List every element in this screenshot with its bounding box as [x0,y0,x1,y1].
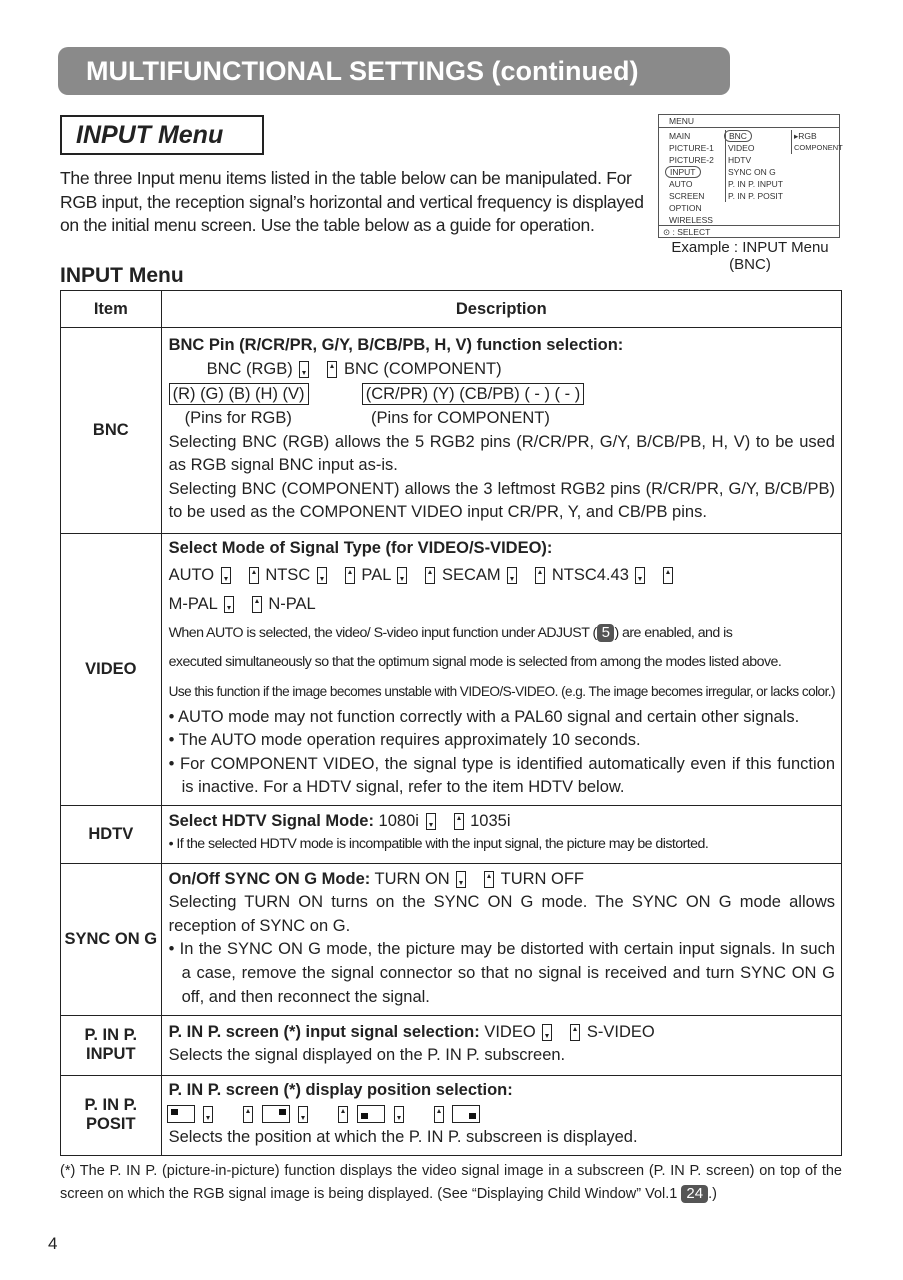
arrow-down-icon [507,567,517,584]
bnc-options [169,358,835,382]
osd-header: MENU [659,115,839,128]
arrow-up-icon [663,567,673,584]
mode-secam: SECAM [441,565,501,584]
table-row [61,1075,842,1155]
bnc-text-rgb: Selecting BNC (RGB) allows the 5 RGB2 pins (R/CR/PR, G/Y, B/CB/PB, H, V) to be used as RGB signal BNC input as-is. [168,432,835,475]
arrow-up-icon [454,813,464,830]
mode-mpal: M-PAL [168,594,218,613]
pinp-posit-title: P. IN P. screen (*) display position selection: [168,1081,513,1100]
arrow-up-icon [252,596,262,613]
bnc-text-component: Selecting BNC (COMPONENT) allows the 3 leftmost RGB2 pins (R/CR/PR, G/Y, B/CB/PB) to be used as the COMPONENT VIDEO input CR/PR, Y, and CB/PB pins. [168,479,835,522]
arrow-down-icon [317,567,327,584]
sync-text: Selecting TURN ON turns on the SYNC ON G mode. The SYNC ON G mode allows reception of SYNC on G. [168,893,835,935]
osd-item-selected: BNC [724,130,752,142]
sync-option-on: TURN ON [374,869,450,888]
bnc-title: BNC Pin (R/CR/PR, G/Y, B/CB/PB, H, V) function selection: [168,336,624,355]
osd-item: P. IN P. POSIT [728,191,783,201]
arrow-down-icon [298,1106,308,1123]
caption-line: Example : INPUT Menu [671,239,829,256]
menu-title: INPUT Menu [60,115,264,155]
osd-item: P. IN P. INPUT [728,179,783,189]
sync-line [169,868,835,892]
bnc-option-rgb: BNC (RGB) [206,359,293,378]
arrow-up-icon [425,567,435,584]
video-note-3: Use this function if the image becomes unstable with VIDEO/S-VIDEO. (e.g. The image becomes irregular, or lacks color.) [168,683,835,699]
osd-col-bnc [791,130,843,154]
arrow-up-icon [249,567,259,584]
pins-rgb-label: (Pins for RGB) [184,408,292,427]
row-desc-bnc [161,328,841,534]
osd-item: SCREEN [669,191,705,201]
osd-item: VIDEO [728,143,755,153]
mode-pal: PAL [361,565,391,584]
position-top-left-icon [167,1105,195,1123]
arrow-up-icon [484,871,494,888]
arrow-up-icon [327,361,337,378]
page-ref-badge: 24 [681,1185,708,1203]
pinp-input-title: P. IN P. screen (*) input signal selection: [168,1022,480,1041]
page-number: 4 [48,1234,58,1253]
arrow-up-icon [345,567,355,584]
row-desc-pinp-input [161,1015,841,1075]
position-bottom-right-icon [452,1105,480,1123]
row-item-hdtv: HDTV [61,805,162,863]
pinp-option-video: VIDEO [484,1022,536,1041]
pinp-option-svideo: S-VIDEO [586,1022,655,1041]
hdtv-line [169,810,835,834]
osd-item: OPTION [669,203,702,213]
arrow-up-icon [570,1024,580,1041]
osd-menu-example [658,114,843,238]
row-item-video: VIDEO [61,534,162,806]
arrow-down-icon [224,596,234,613]
position-top-right-icon [262,1105,290,1123]
table-row [61,1015,842,1075]
arrow-down-icon [456,871,466,888]
osd-item: MAIN [669,131,691,141]
bnc-pin-boxes [169,383,835,407]
section-heading: INPUT Menu [60,264,184,287]
sync-bullet: • In the SYNC ON G mode, the picture may be distorted with certain input signals. In such a case, remove the signal connector so that no signal is received and turn SYNC ON G off, and then reconnect the signal. [168,940,835,1006]
intro-paragraph: The three Input menu items listed in the table below can be manipulated. For RGB input, the reception signal’s horizontal and vertical frequency is displayed on the initial menu screen. Use the table below as a guide for operation. [60,168,644,235]
arrow-up-icon [338,1106,348,1123]
row-item-pinp-posit: P. IN P. POSIT [61,1075,162,1155]
arrow-down-icon [203,1106,213,1123]
video-title: Select Mode of Signal Type (for VIDEO/S-VIDEO): [168,539,553,557]
footnote-end: .) [708,1186,717,1202]
row-desc-video [161,534,841,806]
input-menu-table [60,290,842,1156]
arrow-down-icon [426,813,436,830]
arrow-down-icon [542,1024,552,1041]
pins-component-label: (Pins for COMPONENT) [371,408,550,427]
mode-ntsc: NTSC [265,565,311,584]
sync-title: On/Off SYNC ON G Mode: [168,869,371,888]
video-note-1 [169,619,835,648]
arrow-down-icon [635,567,645,584]
pinp-posit-text: Selects the position at which the P. IN P. subscreen is displayed. [168,1128,638,1147]
osd-item: HDTV [728,155,752,165]
video-bullet-3: • For COMPONENT VIDEO, the signal type is identified automatically even if this function is inactive. For a HDTV signal, refer to the item HDTV below. [168,754,835,797]
sync-option-off: TURN OFF [500,869,585,888]
video-modes [169,561,835,590]
osd-footer: ⊙ : SELECT [659,225,839,237]
footnote [60,1160,842,1206]
footnote-text: (*) The P. IN P. (picture-in-picture) function displays the video signal image in a subscreen (P. IN P. screen) on top of the screen on which the RGB signal image is being displayed. (See “Displaying Child Window” Vol.1 [60,1163,842,1202]
osd-item-selected: INPUT [665,166,701,178]
video-note-2: executed simultaneously so that the optimum signal mode is selected from among the modes listed above. [168,653,782,670]
osd-item: PICTURE-1 [669,143,714,153]
page-ref-badge: 5 [597,624,615,642]
note-text: When AUTO is selected, the video/ S-video input function under ADJUST ( [168,624,597,641]
header-item: Item [61,291,162,328]
hdtv-title: Select HDTV Signal Mode: [168,811,374,830]
hdtv-option-1080i: 1080i [378,811,419,830]
osd-item: PICTURE-2 [669,155,714,165]
arrow-down-icon [397,567,407,584]
pinp-input-text: Selects the signal displayed on the P. IN P. subscreen. [168,1046,566,1065]
hdtv-option-1035i: 1035i [470,811,511,830]
mode-npal: N-PAL [268,594,316,613]
video-modes-2 [169,590,835,619]
table-row [61,863,842,1015]
osd-item: AUTO [669,179,693,189]
bnc-pin-labels [169,407,835,431]
header-description: Description [161,291,841,328]
mode-auto: AUTO [168,565,215,584]
row-item-sync-on-g: SYNC ON G [61,863,162,1015]
arrow-down-icon [394,1106,404,1123]
table-row [61,534,842,806]
osd-col-input [725,130,783,202]
osd-item: COMPONENT [794,143,843,152]
arrow-down-icon [299,361,309,378]
arrow-up-icon [535,567,545,584]
table-header-row [61,291,842,328]
pins-component-box: (CR/PR) (Y) (CB/PB) ( - ) ( - ) [362,383,584,405]
table-row [61,805,842,863]
row-item-bnc: BNC [61,328,162,534]
bnc-option-component: BNC (COMPONENT) [343,359,502,378]
osd-item: SYNC ON G [728,167,776,177]
page-banner: MULTIFUNCTIONAL SETTINGS (continued) [58,47,730,95]
video-bullet-2: • The AUTO mode operation requires approximately 10 seconds. [168,731,641,750]
pinp-input-line [169,1021,835,1045]
note-text: ) are enabled, and is [614,624,733,641]
table-row [61,328,842,534]
row-item-pinp-input: P. IN P. INPUT [61,1015,162,1075]
arrow-down-icon [221,567,231,584]
osd-col-main [669,130,714,226]
row-desc-pinp-posit [161,1075,841,1155]
pinp-position-icons [165,1103,835,1127]
arrow-up-icon [434,1106,444,1123]
osd-item: WIRELESS [669,215,713,225]
mode-ntsc443: NTSC4.43 [551,565,629,584]
pins-rgb-box: (R) (G) (B) (H) (V) [169,383,309,405]
hdtv-bullet: • If the selected HDTV mode is incompatible with the input signal, the picture may be distorted. [168,836,709,853]
video-bullet-1: • AUTO mode may not function correctly with a PAL60 signal and certain other signals. [168,707,800,726]
osd-caption [652,239,848,273]
position-bottom-left-icon [357,1105,385,1123]
row-desc-hdtv [161,805,841,863]
osd-item: ▸RGB [794,131,817,141]
arrow-up-icon [243,1106,253,1123]
caption-line: (BNC) [729,256,771,273]
row-desc-sync-on-g [161,863,841,1015]
